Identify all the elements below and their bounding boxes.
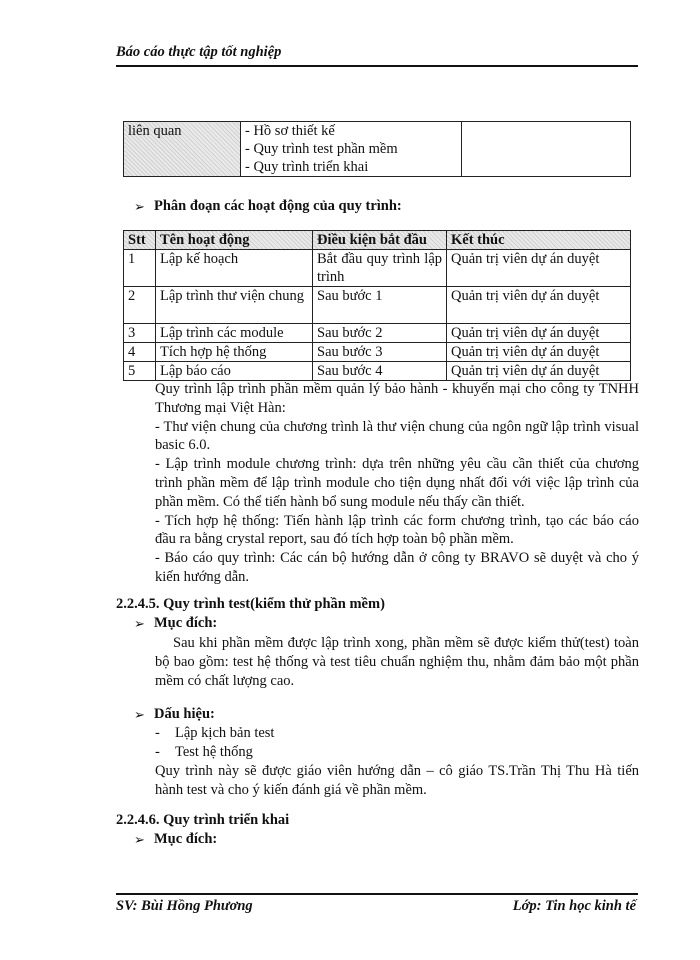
arrow-right-icon: ➢ (134, 706, 145, 722)
table-cell: Quản trị viên dự án duyệt (447, 287, 631, 324)
table-cell: liên quan (124, 122, 241, 177)
list-item-text: Lập kịch bản test (175, 725, 275, 741)
footer-rule (116, 893, 638, 895)
process-description (155, 380, 639, 587)
table-cell: Lập báo cáo (156, 362, 313, 381)
table-cell: Tích hợp hệ thống (156, 343, 313, 362)
table-cell: Quản trị viên dự án duyệt (447, 343, 631, 362)
table-cell: 3 (124, 324, 156, 343)
column-header: Tên hoạt động (156, 231, 313, 250)
label-text: Dấu hiệu: (154, 706, 215, 722)
table-cell: 2 (124, 287, 156, 324)
page-header: Báo cáo thực tập tốt nghiệp (116, 44, 282, 60)
list-item: - Lập kịch bản test (155, 725, 275, 741)
table-cell (241, 122, 462, 177)
header-rule (116, 65, 638, 67)
list-item: - Quy trình test phần mềm (245, 141, 398, 157)
list-item: - Hồ sơ thiết kế (245, 123, 335, 139)
list-item-text: Test hệ thống (175, 743, 253, 760)
table-cell: 5 (124, 362, 156, 381)
table-row (124, 287, 631, 324)
test-signs-list (155, 724, 274, 762)
table-row (124, 122, 631, 177)
table-cell: Lập trình các module (156, 324, 313, 343)
heading-text: Phân đoạn các hoạt động của quy trình: (154, 198, 402, 214)
paragraph: - Báo cáo quy trình: Các cán bộ hướng dẫn ở công ty BRAVO sẽ duyệt và cho ý kiến hướng dẫn. (155, 550, 639, 585)
footer-student: SV: Bùi Hồng Phương (116, 898, 253, 914)
table-cell: Sau bước 1 (313, 287, 447, 324)
test-signs-text: Quy trình này sẽ được giáo viên hướng dẫn – cô giáo TS.Trần Thị Thu Hà tiến hành test và cho ý kiến đánh giá về phần mềm. (155, 763, 639, 798)
table-cell: Sau bước 4 (313, 362, 447, 381)
table-cell: Lập kế hoạch (156, 250, 313, 287)
table-row (124, 343, 631, 362)
test-purpose-label (134, 615, 217, 632)
footer-class: Lớp: Tin học kinh tế (512, 898, 636, 914)
phases-table (123, 230, 631, 381)
arrow-right-icon: ➢ (134, 198, 145, 214)
table-cell: Quản trị viên dự án duyệt (447, 250, 631, 287)
table-row (124, 362, 631, 381)
paragraph: - Lập trình module chương trình: dựa trên những yêu cầu cần thiết của chương trình phần mềm để lập trình module cho tiện dụng nhất đối với việc lập trình của phần mềm. Có thể tiến hành bổ sung module nếu thấy cần thiết. (155, 456, 639, 510)
section-heading-deploy: 2.2.4.6. Quy trình triển khai (116, 812, 290, 828)
test-purpose-text: Sau khi phần mềm được lập trình xong, phần mềm sẽ được kiểm thử(test) toàn bộ bao gồm: test hệ thống và test tiêu chuẩn nghiệm thu, nhằm đảm bảo một phần mềm có chất lượng cao. (155, 635, 639, 689)
test-signs-label (134, 706, 215, 723)
page-footer (116, 898, 638, 915)
related-docs-table (123, 121, 631, 177)
column-header: Stt (124, 231, 156, 250)
paragraph: Quy trình lập trình phần mềm quản lý bảo hành - khuyến mại cho công ty TNHH Thương mại Việt Hàn: (155, 381, 639, 416)
list-item: - Test hệ thống (155, 743, 253, 760)
table-row (124, 250, 631, 287)
table-cell: Sau bước 2 (313, 324, 447, 343)
table-cell: Quản trị viên dự án duyệt (447, 362, 631, 381)
paragraph: - Tích hợp hệ thống: Tiến hành lập trình các form chương trình, tạo các báo cáo đầu ra bằng crystal report, sau đó tích hợp toàn bộ phần mềm. (155, 512, 639, 548)
section-heading-test: 2.2.4.5. Quy trình test(kiểm thử phần mềm) (116, 596, 385, 612)
table-cell: Sau bước 3 (313, 343, 447, 362)
paragraph: - Thư viện chung của chương trình là thư viện chung của ngôn ngữ lập trình visual basic 6.0. (155, 418, 639, 454)
table-cell (462, 122, 631, 177)
table-row (124, 324, 631, 343)
label-text: Mục đích: (154, 615, 218, 631)
deploy-purpose-label (134, 831, 217, 848)
column-header: Điều kiện bắt đầu (313, 231, 447, 250)
table-header-row (124, 231, 631, 250)
table-cell: Lập trình thư viện chung (156, 287, 313, 324)
column-header: Kết thúc (447, 231, 631, 250)
phases-heading (134, 198, 402, 215)
arrow-right-icon: ➢ (134, 831, 145, 847)
table-cell: 1 (124, 250, 156, 287)
label-text: Mục đích: (154, 831, 218, 847)
arrow-right-icon: ➢ (134, 615, 145, 631)
table-cell: Bắt đầu quy trình lập trình (313, 250, 447, 287)
table-cell: Quản trị viên dự án duyệt (447, 324, 631, 343)
list-item: - Quy trình triển khai (245, 159, 369, 175)
table-cell: 4 (124, 343, 156, 362)
